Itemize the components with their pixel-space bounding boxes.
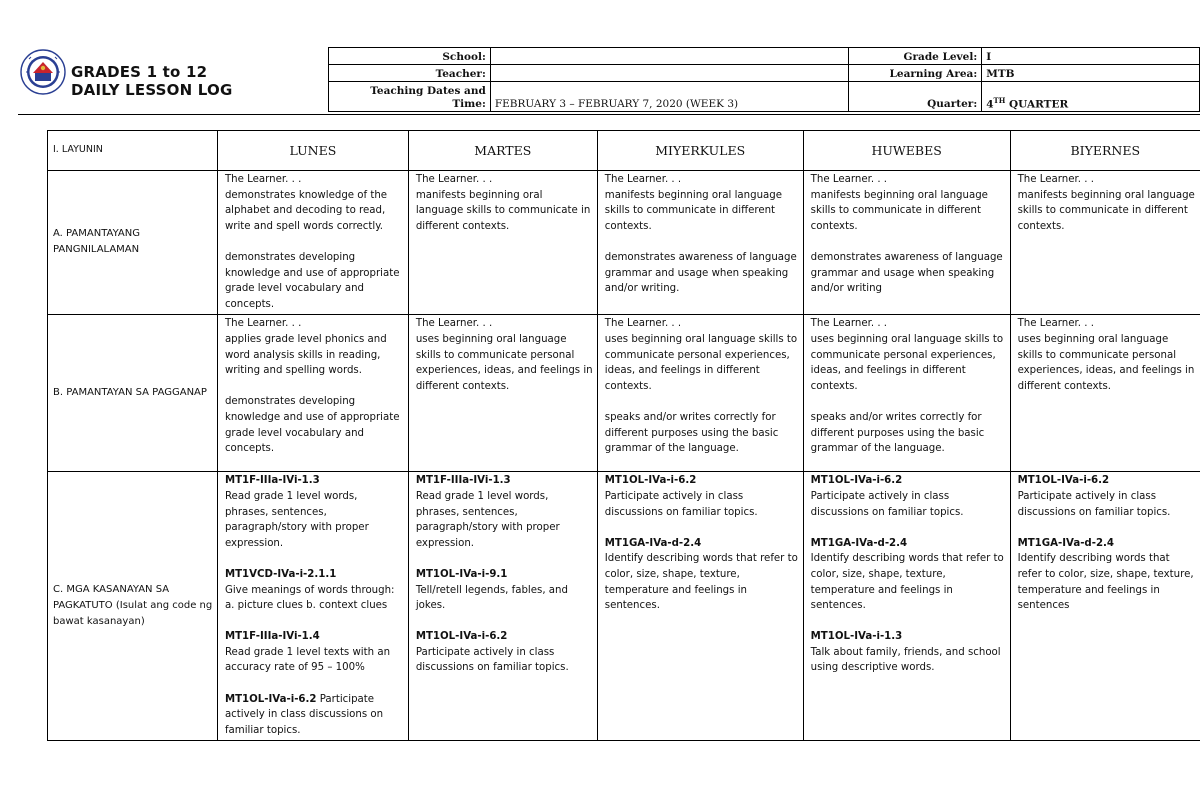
cell-text: The Learner. . . <box>224 174 302 185</box>
paragraph-gap <box>605 394 799 410</box>
cell-c-biyernes <box>1010 472 1200 741</box>
competency-code: MT1OL-IVa-i-1.3 <box>810 631 903 643</box>
cell-a-huwebes <box>803 171 1010 315</box>
quarter-word: QUARTER <box>1005 98 1069 110</box>
cell-a-lunes <box>217 171 408 315</box>
row-label-c <box>48 472 218 741</box>
learning-area-field[interactable]: MTB <box>982 65 1200 82</box>
paragraph-gap <box>225 234 404 250</box>
paragraph-gap <box>225 676 404 692</box>
competency-code: MT1OL-IVa-i-9.1 <box>415 568 508 580</box>
paragraph-gap <box>811 614 1006 630</box>
cell-text: The Learner. . . <box>415 318 493 330</box>
deped-seal-icon <box>20 49 66 95</box>
cell-text: The Learner. . . <box>810 318 888 330</box>
cell-text: demonstrates developing knowledge and use of appropriate grade level vocabulary and concepts. <box>224 251 400 310</box>
competency-code: MT1GA-IVa-d-2.4 <box>604 537 702 549</box>
school-label: School: <box>329 48 491 65</box>
teaching-dates-label <box>329 82 491 112</box>
cell-text: demonstrates knowledge of the alphabet and decoding to read, write and spell words correctly. <box>224 189 388 232</box>
title-line-2: DAILY LESSON LOG <box>71 81 233 99</box>
lesson-log-table <box>47 130 1200 741</box>
section-header-layunin: I. LAYUNIN <box>48 131 218 171</box>
day-header-huwebes: HUWEBES <box>803 131 1010 171</box>
cell-text: The Learner. . . <box>224 318 302 330</box>
cell-text: The Learner. . . <box>1017 318 1094 330</box>
competency-code: MT1GA-IVa-d-2.4 <box>1017 537 1114 549</box>
competency-text: Participate actively in class discussions on familiar topics. <box>1017 490 1171 518</box>
teaching-dates-field[interactable]: FEBRUARY 3 – FEBRUARY 7, 2020 (WEEK 3) <box>490 82 849 112</box>
cell-b-huwebes <box>803 315 1010 472</box>
form-title <box>71 63 233 99</box>
paragraph-gap <box>811 394 1006 410</box>
competency-text: Read grade 1 level words, phrases, sentences, paragraph/story with proper expression. <box>415 490 560 549</box>
competency-code: MT1OL-IVa-i-6.2 <box>1017 475 1110 487</box>
competency-code: MT1VCD-IVa-i-2.1.1 <box>224 568 337 580</box>
cell-text: speaks and/or writes correctly for different purposes using the basic grammar of the language. <box>810 411 985 455</box>
cell-c-lunes <box>217 472 408 741</box>
grade-level-label: Grade Level: <box>849 48 982 65</box>
cell-a-martes <box>408 171 597 315</box>
day-header-biyernes: BIYERNES <box>1010 131 1200 171</box>
form-header <box>0 0 1200 115</box>
cell-text: The Learner. . . <box>810 174 888 185</box>
row-label-c-title: C. MGA KASANAYAN SA PAGKATUTO <box>53 583 170 611</box>
competency-text: Identify describing words that refer to color, size, shape, texture, temperature and feelings in sentences <box>1017 553 1194 612</box>
row-pamantayang-pangnilalaman <box>48 171 1200 315</box>
paragraph-gap <box>416 551 593 567</box>
cell-text: speaks and/or writes correctly for different purposes using the basic grammar of the language. <box>604 411 779 455</box>
competency-text: Read grade 1 level words, phrases, sentences, paragraph/story with proper expression. <box>224 490 369 549</box>
cell-a-biyernes <box>1010 171 1200 315</box>
cell-a-miyerkules <box>597 171 803 315</box>
teaching-dates-label-line-2: Time: <box>452 98 486 110</box>
school-field[interactable] <box>490 48 849 65</box>
competency-code: MT1F-IIIa-IVi-1.3 <box>224 475 320 487</box>
cell-text: demonstrates awareness of language grammar and usage when speaking and/or writing. <box>604 251 797 295</box>
cell-text: The Learner. . . <box>415 174 493 185</box>
row-label-b: B. PAMANTAYAN SA PAGGANAP <box>48 315 218 472</box>
cell-text: uses beginning oral language skills to communicate personal experiences, ideas, and feelings in different contexts. <box>1017 333 1195 392</box>
paragraph-gap <box>225 379 404 395</box>
teacher-label: Teacher: <box>329 65 491 82</box>
competency-code: MT1OL-IVa-i-6.2 <box>224 693 317 705</box>
cell-text: uses beginning oral language skills to communicate personal experiences, ideas, and feelings in different contexts. <box>415 333 593 392</box>
competency-code: MT1GA-IVa-d-2.4 <box>810 537 908 549</box>
paragraph-gap <box>605 234 799 250</box>
competency-text: Talk about family, friends, and school using descriptive words. <box>810 646 1001 674</box>
cell-c-huwebes <box>803 472 1010 741</box>
teacher-field[interactable] <box>490 65 849 82</box>
row-label-a: A. PAMANTAYANG PANGNILALAMAN <box>48 171 218 315</box>
cell-text: manifests beginning oral language skills to communicate in different contexts. <box>604 189 783 232</box>
cell-text: manifests beginning oral language skills to communicate in different contexts. <box>1017 189 1195 232</box>
cell-b-biyernes <box>1010 315 1200 472</box>
paragraph-gap <box>811 234 1006 250</box>
cell-text: uses beginning oral language skills to communicate personal experiences, ideas, and feelings in different contexts. <box>810 333 1004 392</box>
cell-text: uses beginning oral language skills to communicate personal experiences, ideas, and feelings in different contexts. <box>604 333 798 392</box>
header-info-table <box>328 47 1200 112</box>
title-line-1: GRADES 1 to 12 <box>71 63 208 81</box>
cell-b-martes <box>408 315 597 472</box>
competency-code: MT1F-IIIa-IVi-1.3 <box>415 475 511 487</box>
paragraph-gap <box>811 520 1006 536</box>
cell-c-miyerkules <box>597 472 803 741</box>
quarter-number: 4 <box>986 98 994 110</box>
competency-text: Give meanings of words through: a. picture clues b. context clues <box>224 584 395 612</box>
cell-c-martes <box>408 472 597 741</box>
paragraph-gap <box>1018 520 1196 536</box>
quarter-label: Quarter: <box>849 82 982 112</box>
cell-b-lunes <box>217 315 408 472</box>
competency-text: Read grade 1 level texts with an accuracy rate of 95 – 100% <box>224 646 391 674</box>
competency-code: MT1F-IIIa-IVi-1.4 <box>224 631 320 643</box>
cell-text: The Learner. . . <box>1017 174 1094 185</box>
competency-text: Tell/retell legends, fables, and jokes. <box>415 584 568 612</box>
learning-area-label: Learning Area: <box>849 65 982 82</box>
paragraph-gap <box>416 614 593 630</box>
competency-text: Identify describing words that refer to color, size, shape, texture, temperature and feelings in sentences. <box>604 553 798 612</box>
paragraph-gap <box>605 520 799 536</box>
row-label-c-note: (Isulat ang code ng bawat kasanayan) <box>53 599 213 627</box>
cell-text: demonstrates developing knowledge and use of appropriate grade level vocabulary and concepts. <box>224 396 400 455</box>
competency-code: MT1OL-IVa-i-6.2 <box>810 475 903 487</box>
competency-text: Participate actively in class discussions on familiar topics. <box>810 490 964 518</box>
competency-text: Participate actively in class discussions on familiar topics. <box>224 693 384 736</box>
cell-text: manifests beginning oral language skills to communicate in different contexts. <box>415 189 591 232</box>
quarter-ordinal: TH <box>993 95 1006 105</box>
day-header-row <box>48 131 1200 171</box>
quarter-field[interactable] <box>982 82 1200 112</box>
row-pamantayan-sa-pagganap <box>48 315 1200 472</box>
day-header-lunes: LUNES <box>217 131 408 171</box>
cell-text: manifests beginning oral language skills to communicate in different contexts. <box>810 189 988 232</box>
competency-code: MT1OL-IVa-i-6.2 <box>604 475 697 487</box>
competency-text: Participate actively in class discussions on familiar topics. <box>604 490 758 518</box>
competency-block <box>225 692 404 739</box>
cell-text: demonstrates awareness of language grammar and usage when speaking and/or writing <box>810 251 1003 295</box>
cell-text: The Learner. . . <box>604 174 682 185</box>
competency-text: Participate actively in class discussions on familiar topics. <box>415 646 569 674</box>
cell-text: The Learner. . . <box>604 318 682 330</box>
row-mga-kasanayan-sa-pagkatuto <box>48 472 1200 741</box>
cell-b-miyerkules <box>597 315 803 472</box>
grade-level-field[interactable]: I <box>982 48 1200 65</box>
day-header-martes: MARTES <box>408 131 597 171</box>
paragraph-gap <box>225 551 404 567</box>
day-header-miyerkules: MIYERKULES <box>597 131 803 171</box>
competency-code: MT1OL-IVa-i-6.2 <box>415 631 508 643</box>
paragraph-gap <box>225 614 404 630</box>
cell-text: applies grade level phonics and word analysis skills in reading, writing and spelling words. <box>224 333 387 377</box>
teaching-dates-label-line-1: Teaching Dates and <box>370 85 486 97</box>
competency-text: Identify describing words that refer to color, size, shape, texture, temperature and feelings in sentences. <box>810 553 1004 612</box>
header-divider <box>18 114 1200 115</box>
